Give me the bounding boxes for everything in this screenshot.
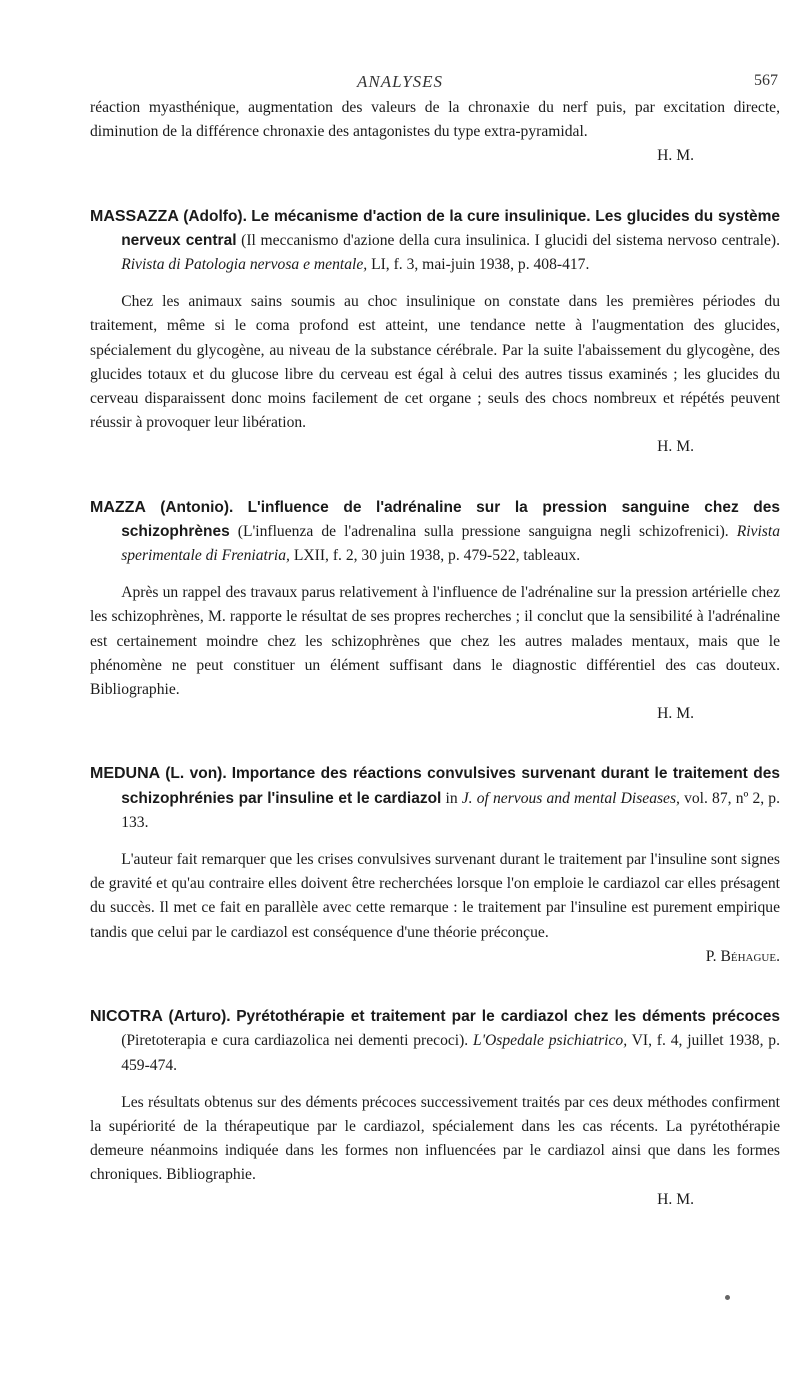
entry-journal: J. of nervous and mental Diseases, [461, 789, 680, 807]
intro-signature: H. M. [657, 147, 694, 165]
entry-nicotra [90, 1005, 780, 1212]
entry-author-first: (L. von). [165, 765, 227, 783]
entry-ref-post: LXII, f. 2, 30 juin 1938, p. 479-522, tableaux. [289, 547, 581, 565]
running-head [0, 72, 800, 94]
page-content [90, 96, 780, 1212]
entry-journal: Rivista sperimentale di Freniatria, [121, 522, 780, 565]
entry-author-first: (Antonio). [160, 498, 234, 516]
entry-journal: Rivista di Patologia nervosa e mentale, [121, 256, 368, 274]
running-title: ANALYSES [356, 72, 444, 91]
entry-ref-pre: (Piretoterapia e cura cardiazolica nei dementi precoci). [121, 1032, 474, 1050]
entry-title: Importance des réactions convulsives survenant durant le traitement des schizophrénies par l'insuline et le cardiazol [121, 765, 780, 807]
entry-author: MEDUNA [90, 765, 161, 783]
entry-meduna [90, 762, 780, 969]
entry-body: L'auteur fait remarquer que les crises convulsives survenant durant le traitement par l'insuline sont signes de gravité et qu'au contraire elles doivent être recherchées lorsque l'on emploie le cardiazol car elles présagent du succès. Il met ce fait en parallèle avec cette remarque : le traitement par l'insuline est purement empirique tandis que celui par le cardiazol est conséquence d'une théorie préconçue. [90, 851, 780, 941]
entry-signature: H. M. [657, 438, 694, 456]
entry-signature: H. M. [657, 1190, 694, 1208]
intro-paragraph: réaction myasthénique, augmentation des valeurs de la chronaxie du nerf puis, par excitation directe, diminution de la différence chronaxie des antagonistes du type extra-pyramidal. [90, 99, 780, 141]
entry-heading [90, 205, 780, 278]
entry-title: L'influence de l'adrénaline sur la pression sanguine chez des schizophrènes [121, 498, 781, 540]
entry-signature: H. M. [657, 705, 694, 723]
entry-ref-pre: (L'influenza de l'adrenalina sulla pressione sanguigna negli schizofrenici). [229, 522, 737, 540]
entry-title: Pyrétothérapie et traitement par le cardiazol chez les déments précoces [236, 1008, 780, 1026]
intro-block [90, 96, 780, 169]
page-number: 567 [754, 72, 778, 89]
entry-title: Le mécanisme d'action de la cure insulinique. Les glucides du système nerveux central [121, 207, 780, 249]
entry-body: Après un rappel des travaux parus relativement à l'influence de l'adrénaline sur la pression artérielle chez les schizophrènes, M. rapporte le résultat de ses propres recherches ; il conclut que la sensibilité à l'adrénaline est certainement moindre chez les schizophrènes que chez les autres malades mentaux, mais que le phénomène ne peut constituer un élément suffisant dans le diagnostic différentiel des cas douteux. Bibliographie. [90, 584, 780, 699]
entry-author: MAZZA [90, 498, 146, 516]
entry-signature: P. Béhague. [705, 947, 780, 965]
entry-ref-pre: in [441, 789, 462, 807]
entry-body: Chez les animaux sains soumis au choc insulinique on constate dans les premières périodes du traitement, même si le coma profond est atteint, une tendance nette à l'augmentation des glucides, spécialement du glycogène, au niveau de la substance cérébrale. Par la suite l'abaissement du glycogène, des glucides totaux et du glucose libre du cerveau est égal à celui des autres tissus examinés ; les glucides du cerveau disparaissent donc moins facilement de cet organe ; seuls des chocs nombreux et répétés peuvent réussir à provoquer leur libération. [90, 293, 780, 432]
entry-ref-post: LI, f. 3, mai-juin 1938, p. 408-417. [367, 256, 590, 274]
entry-author-first: (Arturo). [168, 1008, 231, 1026]
entry-ref-pre: (Il meccanismo d'azione della cura insulinica. I glucidi del sistema nervoso centrale). [236, 231, 781, 249]
entry-heading [90, 1005, 780, 1078]
entry-body: Les résultats obtenus sur des déments précoces successivement traités par ces deux méthodes confirment la supériorité de la thérapeutique par le cardiazol, spécialement dans les cas récents. La pyrétothérapie demeure néanmoins indiquée dans les formes non influencées par le cardiazol ainsi que dans les formes chroniques. Bibliographie. [90, 1093, 780, 1184]
entry-heading [90, 496, 780, 569]
ink-speck [725, 1295, 730, 1300]
entry-author-first: (Adolfo). [183, 207, 247, 225]
entry-heading [90, 762, 780, 835]
entry-journal: L'Ospedale psichiatrico, [473, 1032, 628, 1050]
entry-ref-post: VI, f. 4, juillet 1938, p. 459-474. [121, 1032, 780, 1074]
entry-massazza [90, 205, 780, 460]
entry-author: NICOTRA [90, 1008, 163, 1026]
entry-mazza [90, 496, 780, 727]
entry-author: MASSAZZA [90, 207, 179, 225]
entry-ref-post: vol. 87, nº 2, p. 133. [121, 789, 780, 831]
